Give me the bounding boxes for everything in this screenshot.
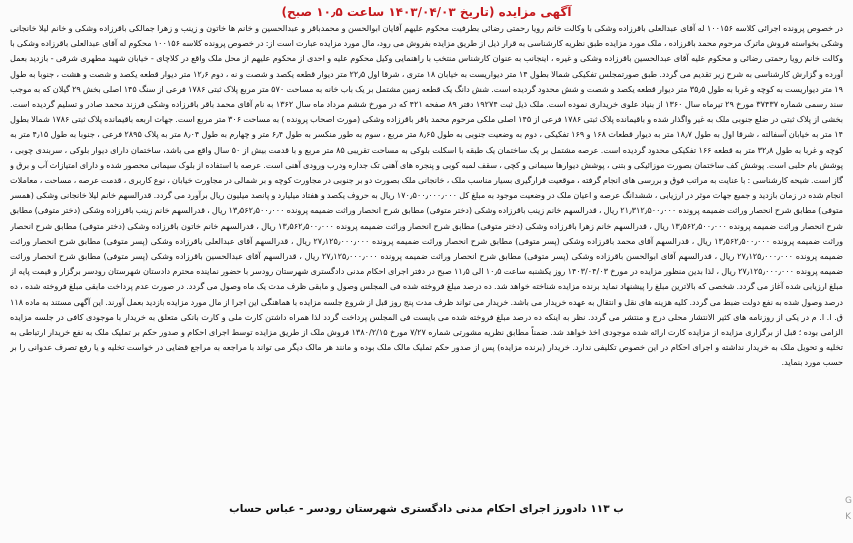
edge-mark-g: G <box>845 496 852 506</box>
edge-mark-k: K <box>845 512 851 522</box>
notice-title-date: (تاریخ ۱۴۰۳/۰۴/۰۳ ساعت ۱۰٫۵ صبح) <box>281 5 495 19</box>
notice-title <box>10 4 843 20</box>
notice-body: در خصوص پرونده اجرائی کلاسه ۱۰۰۱۵۶ له آقای عبدالعلی باقرزاده وشکی با وکالت خانم رویا رحمتی رضائی بطرفیت محکوم علیهم آقایان ابوالحسن و محمدباقر و عبدالحسین و خانم ها خاتون و زینب و زهرا جمالکی باقرزاده وشکی و خانم لیلا خانجانی وشکی بخواسته فروش ماترک مرحوم محمد باقرزاده ، ملک مورد مزایده طبق نظریه کارشناسی به قرار ذیل از طریق مزایده بفروش می رود، مال مورد مزایده عبارت است از: در خصوص پرونده کلاسه ۱۰۰۱۵۶ محکوم له آقای عبدالعلی باقرزاده وشکی با وکالت خانم رویا رحمتی رضائی و محکوم علیه آقای عبدالحسین باقرزاده وشکی و غیره ، اینجانب به عنوان کارشناس منتخب با راهنمایی وکیل محکوم علیه و احدی از محکوم علیهم از محل ملک واقع در کلاچای - خیابان شهید مطهری شرقی - بازدید بعمل آورده و گزارش کارشناسی به شرح زیر تقدیم می گردد. طبق صورتمجلس تفکیکی شمالا بطول ۱۴ متر دیواریست به خیابان ۱۸ متری ، شرقا اول ۲۲٫۵ متر دیوار قطعه یکصد و شصت و نه ، دوم ۱۲٫۶ متر دیوار قطعه یکصد و شصت و هشت ، جنوبا به طول ۱۹ متر دیواریست به کوچه و غربا به طول ۳۵٫۵ متر دیوار قطعه یکصد و شصت و شش محدود گردیده است. شش دانگ یک قطعه زمین مشتمل بر یک باب خانه به مساحت ۵۷۰ متر مربع پلاک ثبتی ۱۷۸۶ فرعی از سنگ ۱۴۵ اصلی بخش ۲۹ گیلان که به موجب سند رسمی شماره ۳۷۴۳۷ مورخ ۲۹ تیرماه سال ۱۳۶۰ از بنیاد علوی خریداری نموده است. ملک ذیل ثبت ۱۹۲۷۴ دفتر ۸۹ صفحه ۴۲۱ که در مورخ ششم مرداد ماه سال ۱۳۶۲ به نام آقای محمد باقر باقرزاده وشکی فرزند محمد صادر و تسلیم گردیده است. بخشی از پلاک ثبتی در ضلع جنوبی ملک به غیر واگذار شده و باقیمانده پلاک ثبتی ۱۷۸۶ فرعی از ۱۴۵ اصلی ملکی مرحوم محمد باقر باقرزاده وشکی (مورث اصحاب پرونده ) به مساحت ۳۰۶ متر مربع است. جهات اربعه باقیمانده پلاک ثبتی ۱۷۸۶ شمالا بطول ۱۴ متر به خیابان آسفالته ، شرقا اول به طول ۱۸٫۷ متر به دیوار قطعات ۱۶۸ و ۱۶۹ تفکیکی ، دوم به وضعیت جنوبی به طول ۸٫۶۵ متر مربع ، سوم به طور منکسر به طول ۶٫۴ متر و چهارم به طول ۸٫۰۴ متر به پلاک ۲۸۹۵ فرعی ، جنوبا به طول ۴٫۱۵ متر به کوچه و غربا به طول ۳۲٫۸ متر به قطعه ۱۶۶ تفکیکی محدود گردیده است. عرصه مشتمل بر یک ساختمان یک طبقه با اسکلت بلوکی به مساحت تقریبی ۸۵ متر مربع و با قدمت بیش از ۵۰ سال واقع می باشد، ساختمان دارای دیوار بلوکی ، سربندی چوبی ، پوشش بام حلبی است. پوشش کف ساختمان بصورت موزائیکی و بتنی ، پوشش دیوارها سیمانی و کچی ، سقف لمبه کوبی و پنجره های آهنی تک جداره ودرب ورودی آهنی است. عرصه با استفاده از بلوک سیمانی محصور شده و دارای امتیازات آب و برق و گاز است. شیحه کارشناسی : با عنایت به مراتب فوق و بررسی های انجام گرفته ، موقعیت قرارگیری بسیار مناسب ملک ، خانجانی ملک بصورت دو بر جنوبی در مجاورت کوچه و بر شمالی در مجاورت خیابان ، نوع کاربری ، قدمت عرصه ، مساحت ، معاملات انجام شده در زمان بازدید و جمیع جهات موثر در ارزیابی ، ششدانگ عرصه و اعیان ملک در وضعیت موجود به مبلغ کل ۱۷۰٫۵۰۰٫۰۰۰٫۰۰۰ ریال به حروف یکصد و هفتاد میلیارد و پانصد میلیون ریال برآورد می گردد. قدرالسهم خانم لیلا خانجانی وشکی (همسر متوفی) مطابق شرح انحصار وراثت ضمیمه پرونده ۲۱٫۳۱۲٫۵۰۰٫۰۰۰ ریال ، قدرالسهم خانم زینب باقرزاده وشکی (دختر متوفی) مطابق شرح انحصار وراثت ضمیمه پرونده ۱۳٫۵۶۲٫۵۰۰٫۰۰۰ ریال ، قدرالسهم خانم زینب باقرزاده وشکی (دختر متوفی) مطابق شرح انحصار وراثت ضمیمه پرونده ۱۳٫۵۶۲٫۵۰۰٫۰۰۰ ریال ، قدرالسهم خانم زهرا باقرزاده وشکی (دختر متوفی) مطابق شرح انحصار وراثت ضمیمه پرونده ۱۳٫۵۶۲٫۵۰۰٫۰۰۰ ریال ، قدرالسهم خانم خاتون باقرزاده وشکی (دختر متوفی) مطابق شرح انحصار وراثت ضمیمه پرونده ۱۳٫۵۶۲٫۵۰۰٫۰۰۰ ریال ، قدرالسهم آقای محمد باقرزاده وشکی (پسر متوفی) مطابق شرح انحصار وراثت ضمیمه پرونده ۲۷٫۱۲۵٫۰۰۰٫۰۰۰ ریال ، قدرالسهم آقای عبدالعلی باقرزاده وشکی (پسر متوفی) مطابق شرح انحصار وراثت ضمیمه پرونده ۲۷٫۱۲۵٫۰۰۰٫۰۰۰ ریال ، قدرالسهم آقای ابوالحسن باقرزاده وشکی (پسر متوفی) مطابق شرح انحصار وراثت ضمیمه پرونده ۲۷٫۱۲۵٫۰۰۰٫۰۰۰ ریال ، قدرالسهم آقای عبدالحسین باقرزاده وشکی (پسر متوفی) مطابق شرح انحصار وراثت ضمیمه پرونده ۲۷٫۱۲۵٫۰۰۰٫۰۰۰ ریال ، لذا بدین منظور مزایده در مورخ ۱۴۰۳/۰۴/۰۳ روز یکشنبه ساعت ۱۰٫۵ الی ۱۱٫۵ صبح در دفتر اجرای احکام مدنی دادگستری شهرستان رودسر با حضور نماینده محترم دادستان شهرستان رودسر برگزار و قیمت پایه از مبلغ ارزیابی شده آغاز می گردد. شخصی که بالاترین مبلغ را پیشنهاد نماید برنده مزایده شناخته خواهد شد. ده درصد مبلغ فروخته شده فی المجلس وصول و مابقی ظرف مدت یک ماه وصول می گردد. در صورت عدم پرداخت مابقی مبلغ فروخته شده ، ده درصد وصول شده به نفع دولت ضبط می گردد. کلیه هزینه های نقل و انتقال به عهده خریدار می باشد. خریدار می تواند ظرف مدت پنج روز قبل از شروع جلسه مزایده با هماهنگی این اجرا از مال مورد مزایده بازدید بعمل آورند. این آگهی مستند به ماده ۱۱۸ ق. ا. ا. م در یکی از روزنامه های کثیر الانتشار محلی درج و منتشر می گردد. نظر به اینکه ده درصد مبلغ فروخته شده می بایست فی المجلس پرداخت گردد لذا همراه داشتن کارت ملی و کارت بانکی متعلق به خریدار با موجودی کافی در جلسه مزایده الزامی بوده ؛ قبل از برگزاری مزایده از مزایده کارت ارائه شده موجودی اخذ خواهد شد. ضمناً مطابق نظریه مشورتی شماره ۷/۲۷ مورخ ۱۳۸۰/۲/۱۵ فروش ملک از طریق مزایده توسط اجرای احکام و صدور حکم بر تملیک ملک به نفع خریدار ارتباطی به تخلیه و تحویل ملک به خریدار نداشته و اجرای احکام در این خصوص تکلیفی ندارد. خریدار (برنده مزایده) پس از صدور حکم تملیک مالک ملک بوده و مانند هر مالک دیگر می تواند با مراجعه به مراجع قضایی در خواست تخلیه و یا رفع تصرف عدوانی را بر حسب مورد بنماید. <box>10 23 843 368</box>
notice-signature: ب ۱۱۳ دادورز اجرای احکام مدنی دادگستری شهرستان رودسر - عباس حساب <box>229 503 624 515</box>
notice-title-main: آگهی مزایده <box>498 5 572 19</box>
